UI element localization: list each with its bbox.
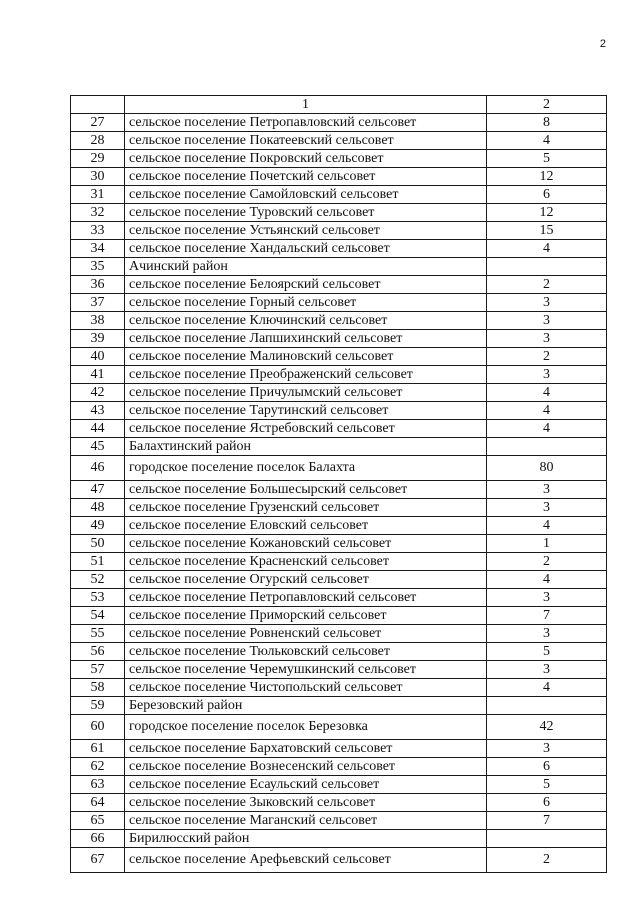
row-name-cell: Бирилюсский район (125, 830, 487, 848)
table-row (71, 481, 607, 499)
row-number-cell: 32 (71, 204, 125, 222)
row-number-cell: 45 (71, 438, 125, 456)
row-name-cell: сельское поселение Чистопольский сельсовет (125, 679, 487, 697)
table-row (71, 697, 607, 715)
row-number-cell: 39 (71, 330, 125, 348)
row-value-cell: 42 (487, 715, 607, 740)
row-value-cell (487, 258, 607, 276)
row-number-cell: 50 (71, 535, 125, 553)
row-number-cell: 67 (71, 848, 125, 873)
header-cell-number (71, 96, 125, 114)
row-value-cell: 3 (487, 366, 607, 384)
row-name-cell: сельское поселение Есаульский сельсовет (125, 776, 487, 794)
row-name-cell: сельское поселение Грузенский сельсовет (125, 499, 487, 517)
row-value-cell (487, 830, 607, 848)
row-value-cell: 3 (487, 589, 607, 607)
row-name-cell: городское поселение поселок Березовка (125, 715, 487, 740)
row-name-cell: сельское поселение Белоярский сельсовет (125, 276, 487, 294)
row-value-cell: 2 (487, 276, 607, 294)
table-row (71, 776, 607, 794)
row-number-cell: 54 (71, 607, 125, 625)
row-value-cell: 6 (487, 186, 607, 204)
table-row (71, 402, 607, 420)
row-name-cell: Березовский район (125, 697, 487, 715)
row-name-cell: сельское поселение Кожановский сельсовет (125, 535, 487, 553)
table-row (71, 222, 607, 240)
header-cell-name: 1 (125, 96, 487, 114)
row-name-cell: сельское поселение Зыковский сельсовет (125, 794, 487, 812)
row-value-cell: 15 (487, 222, 607, 240)
row-name-cell: сельское поселение Черемушкинский сельсовет (125, 661, 487, 679)
row-value-cell: 7 (487, 812, 607, 830)
settlements-table (70, 95, 607, 873)
row-name-cell: сельское поселение Покровский сельсовет (125, 150, 487, 168)
row-value-cell: 12 (487, 204, 607, 222)
table-row (71, 240, 607, 258)
table-row (71, 848, 607, 873)
row-number-cell: 31 (71, 186, 125, 204)
table-row (71, 168, 607, 186)
row-number-cell: 63 (71, 776, 125, 794)
row-value-cell: 6 (487, 794, 607, 812)
table-row (71, 740, 607, 758)
row-name-cell: сельское поселение Малиновский сельсовет (125, 348, 487, 366)
row-name-cell: сельское поселение Вознесенский сельсовет (125, 758, 487, 776)
row-value-cell: 4 (487, 402, 607, 420)
table-row (71, 312, 607, 330)
row-value-cell: 7 (487, 607, 607, 625)
row-value-cell: 4 (487, 571, 607, 589)
table-row (71, 715, 607, 740)
row-value-cell: 3 (487, 294, 607, 312)
row-number-cell: 56 (71, 643, 125, 661)
row-number-cell: 41 (71, 366, 125, 384)
table-row (71, 535, 607, 553)
table-row (71, 625, 607, 643)
row-number-cell: 55 (71, 625, 125, 643)
table-row (71, 348, 607, 366)
row-value-cell: 5 (487, 643, 607, 661)
row-number-cell: 40 (71, 348, 125, 366)
table-row (71, 258, 607, 276)
row-name-cell: Балахтинский район (125, 438, 487, 456)
row-number-cell: 38 (71, 312, 125, 330)
row-number-cell: 42 (71, 384, 125, 402)
table-row (71, 456, 607, 481)
table-row (71, 276, 607, 294)
row-name-cell: сельское поселение Ястребовский сельсовет (125, 420, 487, 438)
row-value-cell: 4 (487, 517, 607, 535)
row-name-cell: сельское поселение Преображенский сельсовет (125, 366, 487, 384)
row-value-cell: 12 (487, 168, 607, 186)
table-row (71, 830, 607, 848)
row-name-cell: сельское поселение Покатеевский сельсовет (125, 132, 487, 150)
row-name-cell: сельское поселение Почетский сельсовет (125, 168, 487, 186)
row-number-cell: 34 (71, 240, 125, 258)
row-number-cell: 46 (71, 456, 125, 481)
row-value-cell: 3 (487, 625, 607, 643)
row-number-cell: 51 (71, 553, 125, 571)
table-header-row (71, 96, 607, 114)
row-value-cell: 4 (487, 384, 607, 402)
table-row (71, 499, 607, 517)
row-value-cell: 3 (487, 740, 607, 758)
row-name-cell: сельское поселение Арефьевский сельсовет (125, 848, 487, 873)
table-row (71, 794, 607, 812)
row-value-cell: 2 (487, 553, 607, 571)
table-row (71, 186, 607, 204)
row-name-cell: сельское поселение Ровненский сельсовет (125, 625, 487, 643)
header-cell-value: 2 (487, 96, 607, 114)
row-number-cell: 60 (71, 715, 125, 740)
table-row (71, 366, 607, 384)
row-value-cell: 3 (487, 481, 607, 499)
row-number-cell: 47 (71, 481, 125, 499)
row-number-cell: 53 (71, 589, 125, 607)
table-row (71, 132, 607, 150)
row-name-cell: сельское поселение Петропавловский сельсовет (125, 114, 487, 132)
row-value-cell: 4 (487, 679, 607, 697)
row-value-cell: 6 (487, 758, 607, 776)
table-row (71, 661, 607, 679)
row-name-cell: сельское поселение Горный сельсовет (125, 294, 487, 312)
row-number-cell: 27 (71, 114, 125, 132)
row-name-cell: сельское поселение Маганский сельсовет (125, 812, 487, 830)
row-number-cell: 28 (71, 132, 125, 150)
row-value-cell: 2 (487, 848, 607, 873)
table-row (71, 330, 607, 348)
row-value-cell: 5 (487, 776, 607, 794)
row-number-cell: 43 (71, 402, 125, 420)
page-number: 2 (599, 38, 606, 50)
table-body (71, 96, 607, 873)
row-name-cell: сельское поселение Тюльковский сельсовет (125, 643, 487, 661)
row-name-cell: сельское поселение Хандальский сельсовет (125, 240, 487, 258)
table-row (71, 553, 607, 571)
row-name-cell: сельское поселение Огурский сельсовет (125, 571, 487, 589)
row-number-cell: 30 (71, 168, 125, 186)
table-row (71, 589, 607, 607)
row-number-cell: 64 (71, 794, 125, 812)
row-name-cell: сельское поселение Приморский сельсовет (125, 607, 487, 625)
row-number-cell: 65 (71, 812, 125, 830)
row-name-cell: сельское поселение Причулымский сельсовет (125, 384, 487, 402)
table-row (71, 679, 607, 697)
row-number-cell: 37 (71, 294, 125, 312)
table-row (71, 758, 607, 776)
table-row (71, 438, 607, 456)
row-name-cell: сельское поселение Красненский сельсовет (125, 553, 487, 571)
row-value-cell: 4 (487, 132, 607, 150)
table-row (71, 517, 607, 535)
row-name-cell: сельское поселение Тарутинский сельсовет (125, 402, 487, 420)
row-number-cell: 57 (71, 661, 125, 679)
row-number-cell: 29 (71, 150, 125, 168)
row-value-cell: 1 (487, 535, 607, 553)
row-name-cell: сельское поселение Большесырский сельсовет (125, 481, 487, 499)
table-row (71, 420, 607, 438)
row-number-cell: 66 (71, 830, 125, 848)
row-value-cell (487, 438, 607, 456)
row-number-cell: 33 (71, 222, 125, 240)
row-number-cell: 61 (71, 740, 125, 758)
row-value-cell: 80 (487, 456, 607, 481)
table-row (71, 384, 607, 402)
row-name-cell: сельское поселение Самойловский сельсовет (125, 186, 487, 204)
row-number-cell: 49 (71, 517, 125, 535)
row-value-cell: 4 (487, 420, 607, 438)
row-value-cell: 2 (487, 348, 607, 366)
table-row (71, 607, 607, 625)
row-number-cell: 58 (71, 679, 125, 697)
row-number-cell: 48 (71, 499, 125, 517)
row-name-cell: сельское поселение Ключинский сельсовет (125, 312, 487, 330)
row-name-cell: Ачинский район (125, 258, 487, 276)
row-value-cell: 3 (487, 330, 607, 348)
row-value-cell: 4 (487, 240, 607, 258)
row-value-cell: 8 (487, 114, 607, 132)
row-number-cell: 62 (71, 758, 125, 776)
row-name-cell: сельское поселение Бархатовский сельсовет (125, 740, 487, 758)
table-row (71, 571, 607, 589)
row-value-cell: 5 (487, 150, 607, 168)
row-name-cell: сельское поселение Петропавловский сельсовет (125, 589, 487, 607)
row-number-cell: 59 (71, 697, 125, 715)
row-name-cell: сельское поселение Лапшихинский сельсовет (125, 330, 487, 348)
row-name-cell: сельское поселение Еловский сельсовет (125, 517, 487, 535)
row-value-cell: 3 (487, 661, 607, 679)
row-number-cell: 36 (71, 276, 125, 294)
row-value-cell: 3 (487, 499, 607, 517)
row-name-cell: городское поселение поселок Балахта (125, 456, 487, 481)
table-row (71, 150, 607, 168)
table-row (71, 204, 607, 222)
row-number-cell: 44 (71, 420, 125, 438)
row-value-cell: 3 (487, 312, 607, 330)
row-number-cell: 35 (71, 258, 125, 276)
table-row (71, 294, 607, 312)
row-name-cell: сельское поселение Туровский сельсовет (125, 204, 487, 222)
table-row (71, 114, 607, 132)
table-row (71, 812, 607, 830)
row-value-cell (487, 697, 607, 715)
row-number-cell: 52 (71, 571, 125, 589)
table-row (71, 643, 607, 661)
row-name-cell: сельское поселение Устьянский сельсовет (125, 222, 487, 240)
